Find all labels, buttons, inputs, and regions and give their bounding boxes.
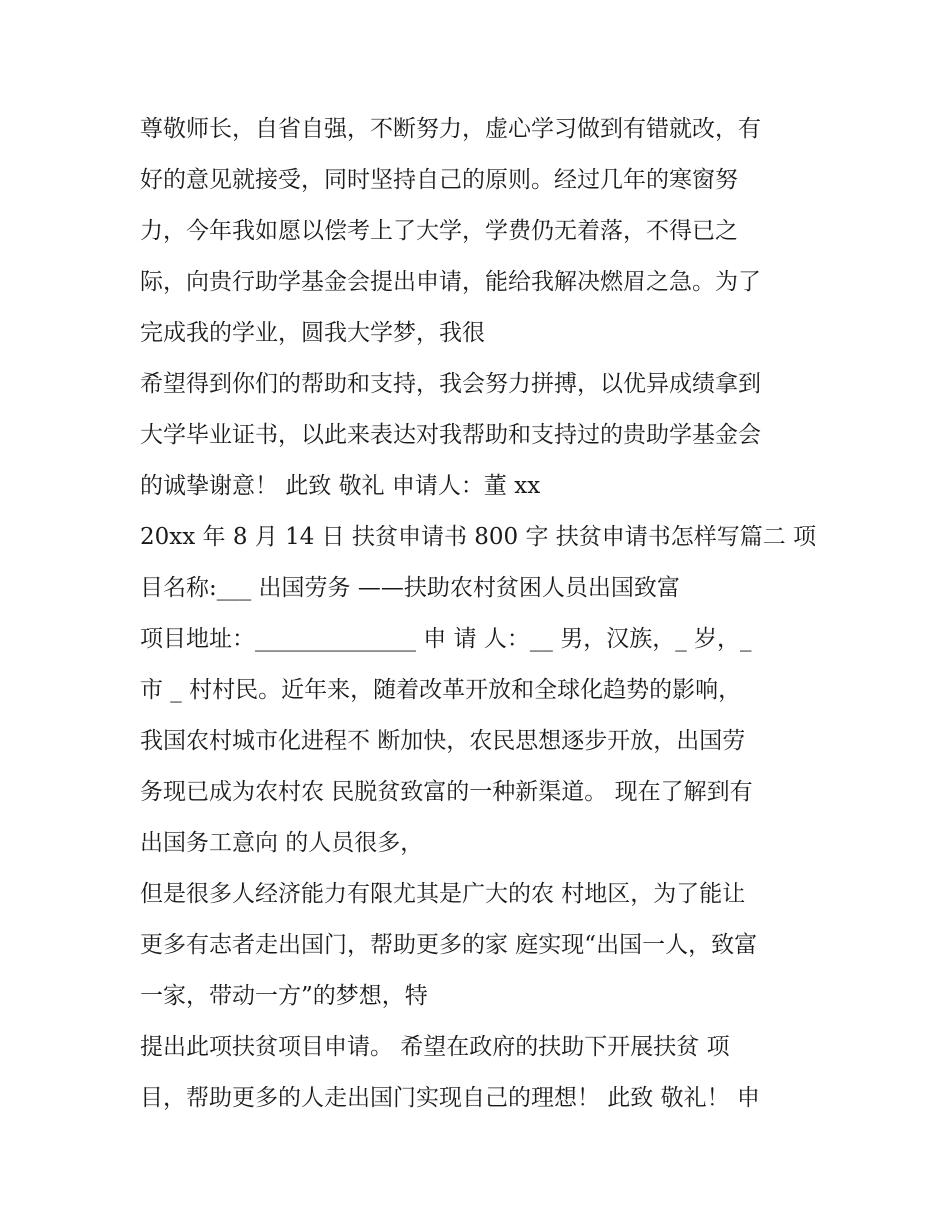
text-line: 出国务工意向 的人员很多， (140, 830, 424, 856)
text-line: 尊敬师长，自省自强，不断努力，虚心学习做到有错就改，有 (140, 116, 761, 142)
text-line: 但是很多人经济能力有限尤其是广大的农 村地区，为了能让 (140, 881, 746, 907)
text-line: 更多有志者走出国门，帮助更多的家 庭实现“出国一人，致富 (140, 932, 758, 958)
text-line: 我国农村城市化进程不 断加快，农民思想逐步开放，出国劳 (140, 728, 746, 754)
text-line: 的诚挚谢意！ 此致 敬礼 申请人：董 xx (140, 473, 541, 499)
text-line: 力，今年我如愿以偿考上了大学，学费仍无着落，不得已之 (140, 218, 738, 244)
text-line: 市 _ 村村民。近年来，随着改革开放和全球化趋势的影响， (140, 677, 742, 703)
text-line: 务现已成为农村农 民脱贫致富的一种新渠道。 现在了解到有 (140, 779, 753, 805)
document-body (140, 104, 830, 1124)
text-line: 大学毕业证书，以此来表达对我帮助和支持过的贵助学基金会 (140, 422, 761, 448)
text-line: 目名称:___ 出国劳务 ——扶助农村贫困人员出国致富 (140, 575, 680, 601)
text-line: 际，向贵行助学基金会提出申请，能给我解决燃眉之急。为了 (140, 269, 761, 295)
text-line: 一家，带动一方”的梦想，特 (140, 983, 428, 1009)
text-line: 20xx 年 8 月 14 日 扶贫申请书 800 字 扶贫申请书怎样写篇二 项 (140, 524, 817, 550)
text-line: 好的意见就接受，同时坚持自己的原则。经过几年的寒窗努 (140, 167, 738, 193)
text-line: 完成我的学业，圆我大学梦，我很 (140, 320, 485, 346)
text-line: 项目地址：______________ 申 请 人：__ 男，汉族，_ 岁，_ (140, 626, 752, 652)
text-line: 提出此项扶贫项目申请。 希望在政府的扶助下开展扶贫 项 (140, 1034, 730, 1060)
text-line: 希望得到你们的帮助和支持，我会努力拼搏，以优异成绩拿到 (140, 371, 761, 397)
text-line: 目，帮助更多的人走出国门实现自己的理想！ 此致 敬礼！ 申 (140, 1085, 760, 1111)
